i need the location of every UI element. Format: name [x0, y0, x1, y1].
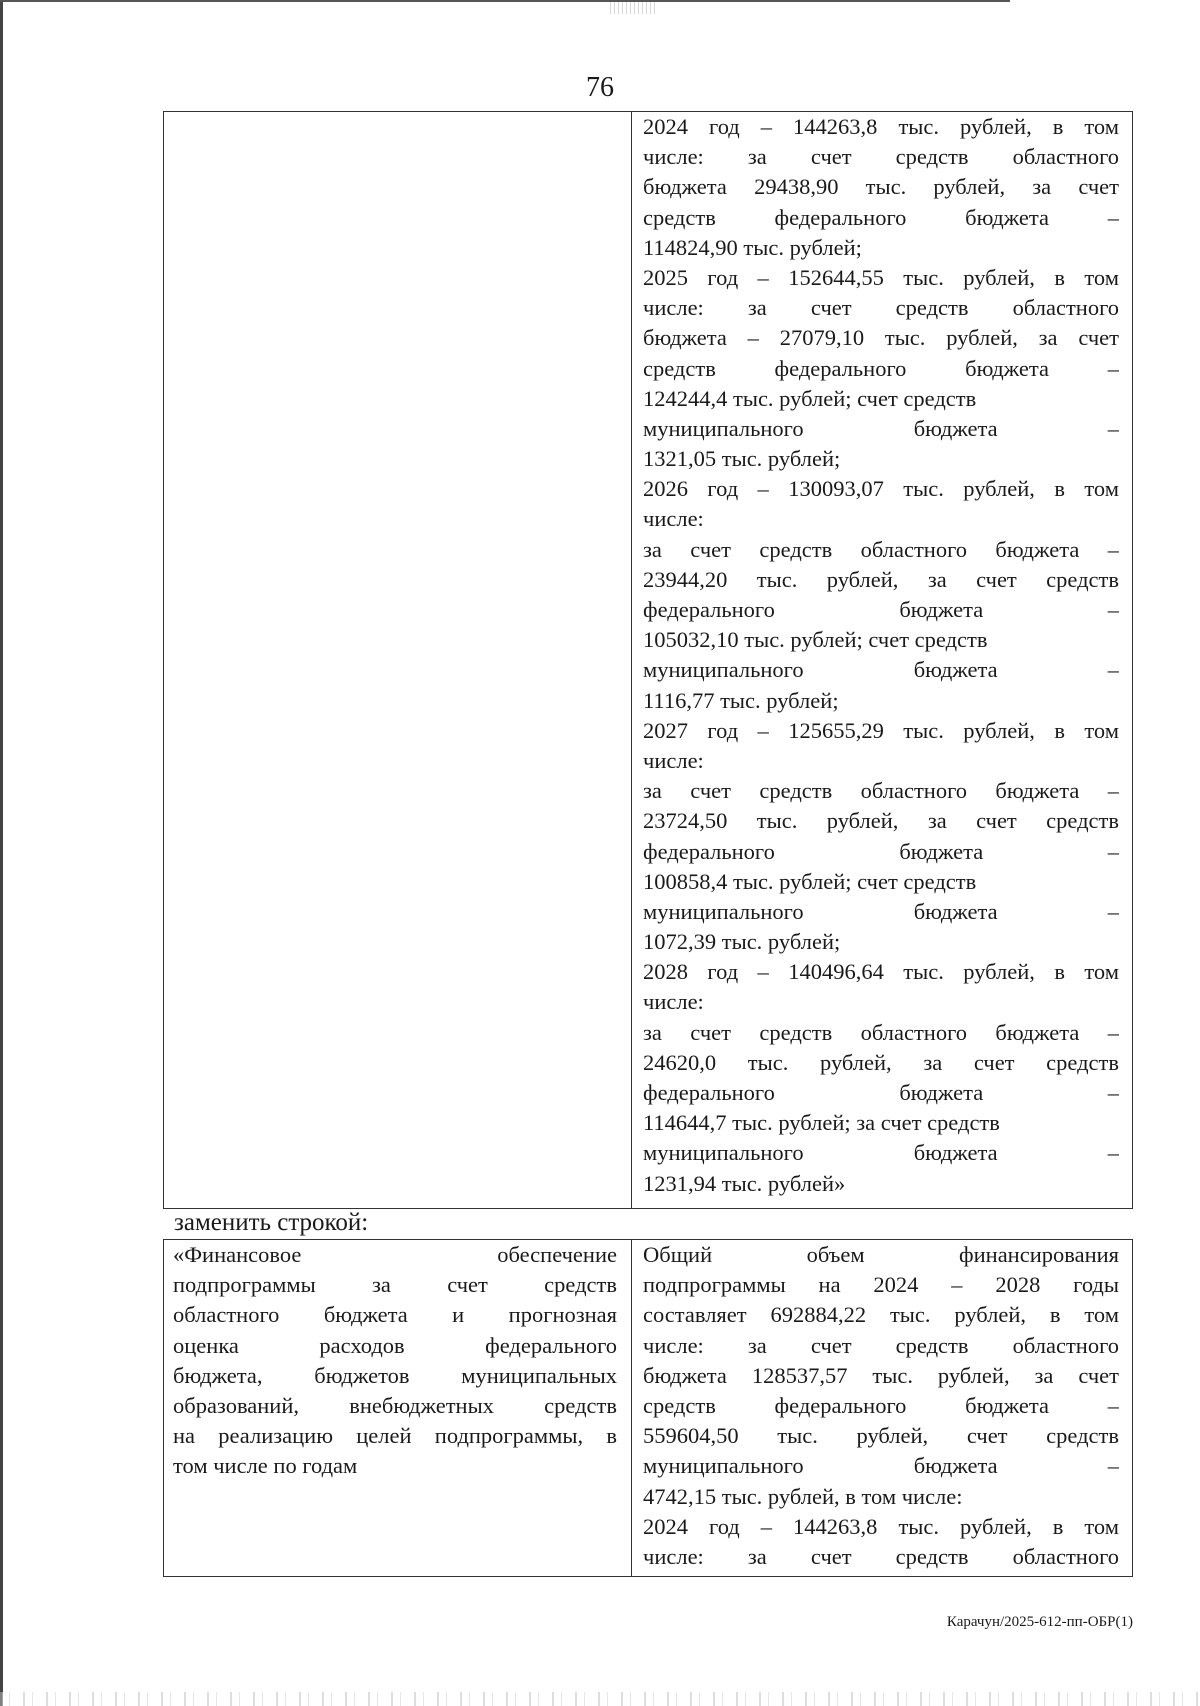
text-line: оценка расходов федерального	[173, 1332, 617, 1358]
text-line: областного бюджета и прогнозная	[173, 1302, 617, 1328]
text-line: числе:	[643, 747, 704, 773]
replace-instruction: заменить строкой:	[174, 1209, 369, 1236]
column-divider	[631, 1240, 632, 1576]
text-line: 1321,05 тыс. рублей;	[643, 446, 841, 472]
text-line: за счет средств областного бюджета –	[643, 1019, 1119, 1045]
text-line: подпрограммы за счет средств	[173, 1272, 617, 1298]
text-line: средств федерального бюджета –	[643, 1392, 1119, 1418]
text-line: бюджета 29438,90 тыс. рублей, за счет	[643, 174, 1119, 200]
text-line: 1072,39 тыс. рублей;	[643, 929, 841, 955]
text-line: числе:	[643, 506, 704, 532]
column-divider	[631, 112, 632, 1208]
text-line: 124244,4 тыс. рублей; счет средств	[643, 385, 977, 411]
text-line: числе: за счет средств областного	[643, 144, 1119, 170]
new-funding-table	[163, 1239, 1133, 1577]
text-line: «Финансовое обеспечение	[173, 1242, 617, 1267]
text-line: средств федерального бюджета –	[643, 355, 1119, 381]
text-line: образований, внебюджетных средств	[173, 1392, 617, 1418]
new-table-right-cell	[643, 1240, 1119, 1572]
text-line: числе:	[643, 989, 704, 1015]
text-line: за счет средств областного бюджета –	[643, 536, 1119, 562]
text-line: федерального бюджета –	[643, 1080, 1119, 1105]
text-line: числе: за счет средств областного	[643, 1543, 1119, 1569]
old-table-right-cell	[643, 112, 1119, 1199]
text-line: 2027 год – 125655,29 тыс. рублей, в том	[643, 717, 1119, 743]
text-line: числе: за счет средств областного	[643, 295, 1119, 321]
text-line: бюджета, бюджетов муниципальных	[173, 1362, 617, 1388]
text-line: муниципального бюджета –	[643, 898, 1119, 924]
scan-edge-bottom	[0, 1692, 1200, 1706]
text-line: 23944,20 тыс. рублей, за счет средств	[643, 566, 1119, 592]
text-line: Общий объем финансирования	[643, 1242, 1119, 1267]
text-line: 2026 год – 130093,07 тыс. рублей, в том	[643, 476, 1119, 502]
text-line: 2024 год – 144263,8 тыс. рублей, в том	[643, 1513, 1119, 1539]
text-line: том числе по годам	[173, 1453, 358, 1479]
text-line: бюджета 128537,57 тыс. рублей, за счет	[643, 1362, 1119, 1388]
text-line: муниципального бюджета –	[643, 415, 1119, 441]
text-line: подпрограммы на 2024 – 2028 годы	[643, 1272, 1119, 1298]
new-table-left-cell	[173, 1240, 617, 1482]
text-line: средств федерального бюджета –	[643, 204, 1119, 230]
text-line: на реализацию целей подпрограммы, в	[173, 1423, 617, 1449]
text-line: 114824,90 тыс. рублей;	[643, 234, 862, 260]
text-line: 114644,7 тыс. рублей; за счет средств	[643, 1110, 1000, 1136]
text-line: 1116,77 тыс. рублей;	[643, 687, 839, 713]
text-line: бюджета – 27079,10 тыс. рублей, за счет	[643, 325, 1119, 351]
old-funding-table	[163, 111, 1133, 1209]
text-line: составляет 692884,22 тыс. рублей, в том	[643, 1302, 1119, 1328]
text-line: 1231,94 тыс. рублей»	[643, 1170, 846, 1196]
text-line: 24620,0 тыс. рублей, за счет средств	[643, 1049, 1119, 1075]
text-line: 100858,4 тыс. рублей; счет средств	[643, 868, 977, 894]
scan-edge-top	[0, 0, 1010, 2]
text-line: муниципального бюджета –	[643, 1140, 1119, 1166]
text-line: муниципального бюджета –	[643, 1453, 1119, 1479]
text-line: 559604,50 тыс. рублей, счет средств	[643, 1423, 1119, 1449]
scan-edge-left	[0, 0, 3, 1706]
text-line: за счет средств областного бюджета –	[643, 778, 1119, 804]
text-line: числе: за счет средств областного	[643, 1332, 1119, 1358]
text-line: 2025 год – 152644,55 тыс. рублей, в том	[643, 264, 1119, 290]
text-line: 4742,15 тыс. рублей, в том числе:	[643, 1483, 963, 1509]
footer-document-ref: Карачун/2025-612-пп-ОБР(1)	[946, 1614, 1133, 1630]
text-line: 23724,50 тыс. рублей, за счет средств	[643, 808, 1119, 834]
scan-speck	[610, 2, 658, 14]
text-line: федерального бюджета –	[643, 597, 1119, 622]
text-line: муниципального бюджета –	[643, 657, 1119, 683]
text-line: 2024 год – 144263,8 тыс. рублей, в том	[643, 114, 1119, 139]
text-line: 2028 год – 140496,64 тыс. рублей, в том	[643, 959, 1119, 985]
text-line: федерального бюджета –	[643, 838, 1119, 864]
text-line: 105032,10 тыс. рублей; счет средств	[643, 627, 988, 653]
page-number: 76	[586, 72, 614, 103]
